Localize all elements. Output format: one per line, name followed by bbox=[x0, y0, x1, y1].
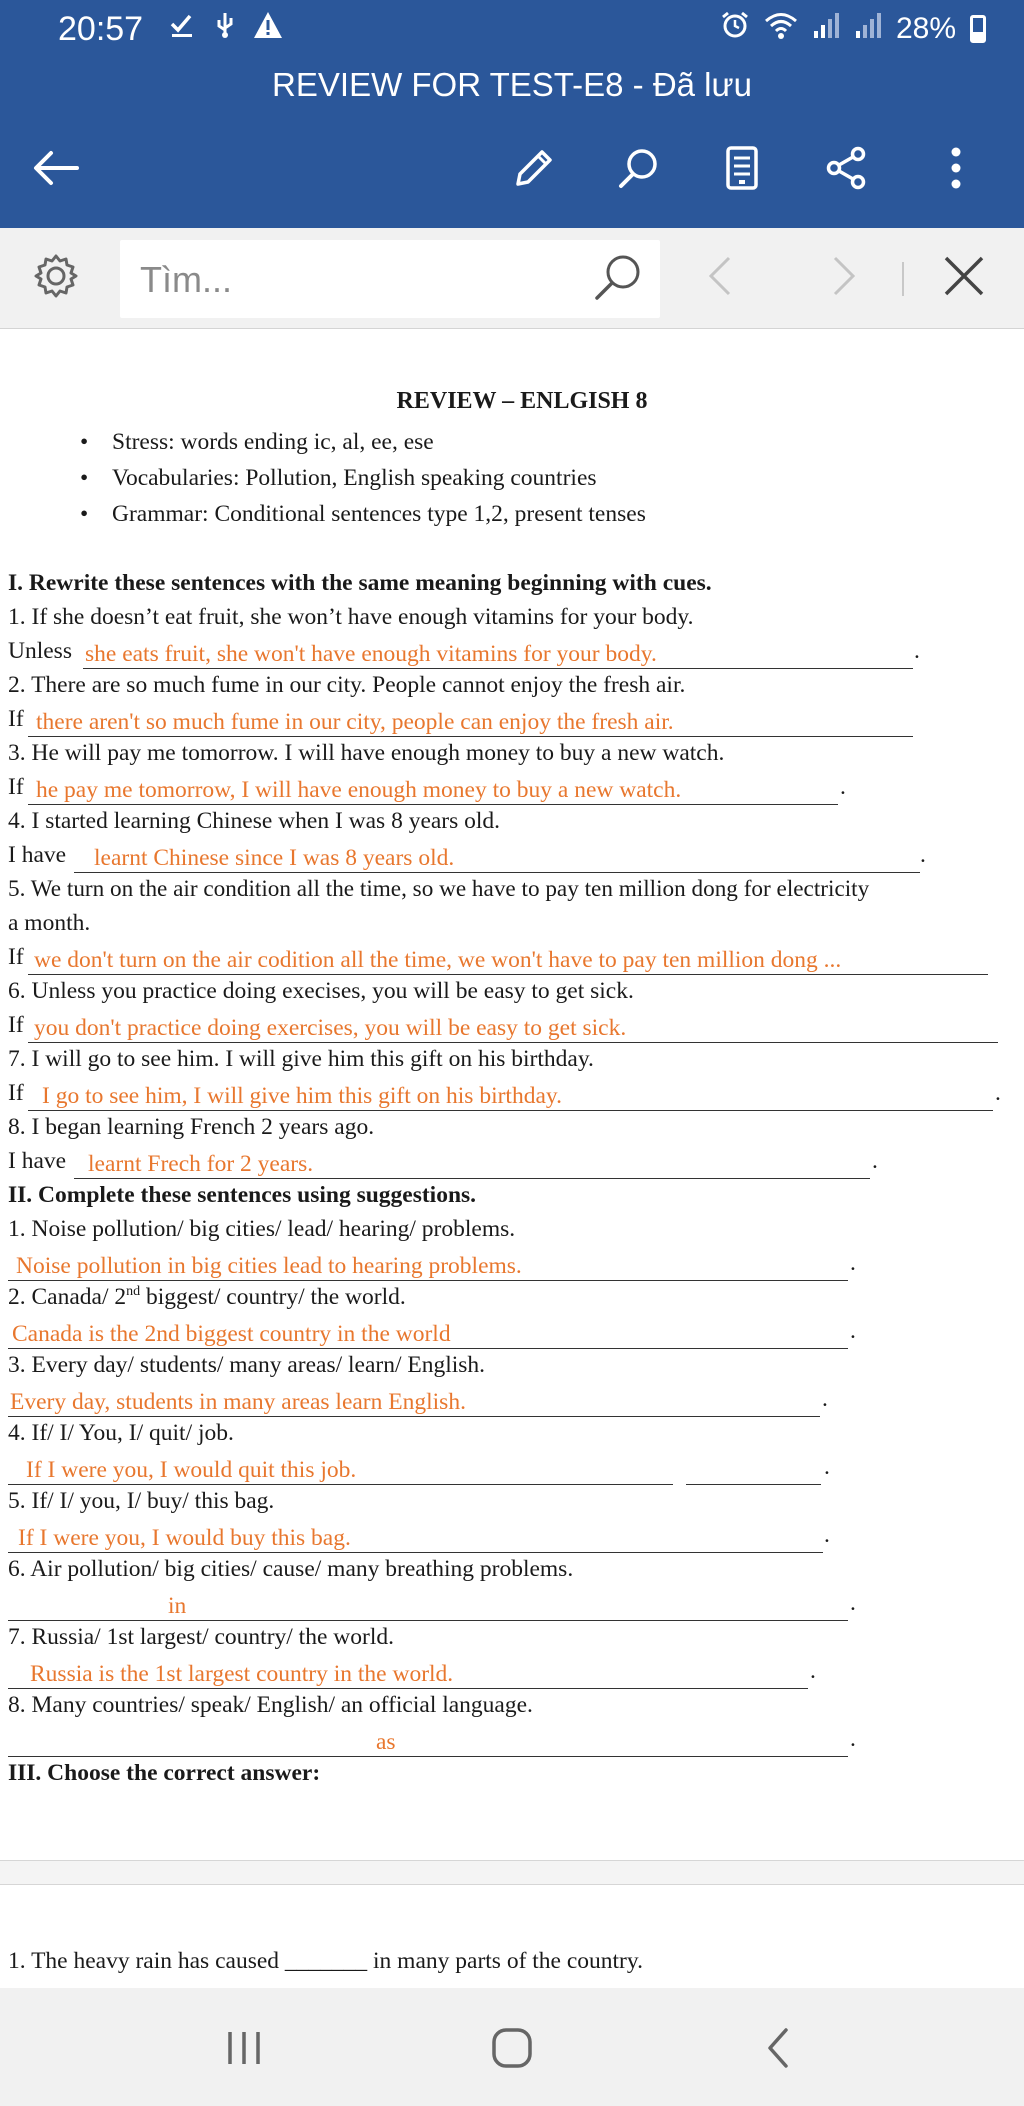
period: . bbox=[810, 1658, 816, 1684]
share-button[interactable] bbox=[814, 138, 878, 202]
find-separator bbox=[902, 262, 904, 296]
more-options-button[interactable] bbox=[924, 138, 988, 202]
answer-prefix: If bbox=[8, 706, 24, 732]
settings-gear-icon bbox=[31, 251, 81, 306]
question-5: 5. If/ I/ you, I/ buy/ this bag. bbox=[8, 1488, 275, 1514]
topic-list bbox=[80, 424, 646, 532]
status-right bbox=[720, 10, 986, 48]
answer-text: If I were you, I would quit this job. bbox=[26, 1457, 357, 1483]
answer-blank-4[interactable] bbox=[8, 1450, 673, 1485]
answer-row-6 bbox=[8, 1008, 1003, 1042]
system-nav-bar bbox=[0, 1988, 1024, 2106]
find-input[interactable] bbox=[138, 254, 582, 306]
next-icon bbox=[829, 254, 859, 303]
recent-apps-button[interactable] bbox=[204, 2010, 284, 2090]
answer-blank-8[interactable] bbox=[74, 1144, 870, 1179]
wifi-icon bbox=[764, 10, 798, 48]
home-button[interactable] bbox=[472, 2010, 552, 2090]
question-2-end: biggest/ country/ the world. bbox=[140, 1284, 406, 1310]
period: . bbox=[850, 1726, 856, 1752]
answer-row-3 bbox=[8, 1382, 848, 1416]
section-3-title: III. Choose the correct answer: bbox=[8, 1760, 321, 1786]
answer-row-8 bbox=[8, 1722, 868, 1756]
question-3: 3. Every day/ students/ many areas/ learn/ English. bbox=[8, 1352, 486, 1378]
answer-prefix: Unless bbox=[8, 638, 72, 664]
answer-blank-6[interactable] bbox=[28, 1008, 998, 1043]
answer-blank-6[interactable] bbox=[8, 1586, 848, 1621]
answer-row-4 bbox=[8, 838, 928, 872]
system-back-button[interactable] bbox=[738, 2010, 818, 2090]
answer-text: he pay me tomorrow, I will have enough money to buy a new watch. bbox=[36, 777, 682, 803]
answer-text: we don't turn on the air codition all the time, we won't have to pay ten million dong ... bbox=[34, 947, 842, 973]
answer-blank-2[interactable] bbox=[8, 1314, 848, 1349]
period: . bbox=[840, 774, 846, 800]
question-6: 6. Unless you practice doing execises, you will be easy to get sick. bbox=[8, 978, 634, 1004]
reading-mode-button[interactable] bbox=[710, 138, 774, 202]
answer-blank-1[interactable] bbox=[8, 1246, 848, 1281]
question-3: 3. He will pay me tomorrow. I will have enough money to buy a new watch. bbox=[8, 740, 725, 766]
answer-text: I go to see him, I will give him this gift on his birthday. bbox=[42, 1083, 562, 1109]
search-icon bbox=[590, 250, 646, 311]
answer-blank-2[interactable] bbox=[28, 702, 913, 737]
pencil-icon bbox=[510, 144, 558, 197]
answer-row-5 bbox=[8, 940, 998, 974]
answer-blank-5[interactable] bbox=[8, 1518, 823, 1553]
find-next-button[interactable] bbox=[812, 246, 876, 310]
answer-prefix: If bbox=[8, 774, 24, 800]
find-submit-button[interactable] bbox=[586, 248, 650, 312]
answer-text: Noise pollution in big cities lead to hearing problems. bbox=[16, 1253, 522, 1279]
battery-percent: 28% bbox=[895, 12, 956, 45]
answer-row-7 bbox=[8, 1076, 1008, 1110]
share-icon bbox=[822, 144, 870, 197]
answer-text: in bbox=[168, 1593, 187, 1619]
period: . bbox=[824, 1454, 830, 1480]
question-6: 6. Air pollution/ big cities/ cause/ many breathing problems. bbox=[8, 1556, 574, 1582]
period: . bbox=[920, 842, 926, 868]
toolbar bbox=[0, 138, 1024, 202]
status-time: 20:57 bbox=[58, 10, 144, 48]
period: . bbox=[822, 1386, 828, 1412]
answer-prefix: I have bbox=[8, 842, 67, 868]
recent-apps-icon bbox=[222, 2028, 266, 2073]
answer-blank-3[interactable] bbox=[8, 1382, 820, 1417]
answer-text: she eats fruit, she won't have enough vitamins for your body. bbox=[85, 641, 657, 667]
answer-row-6 bbox=[8, 1586, 868, 1620]
period: . bbox=[850, 1318, 856, 1344]
edit-button[interactable] bbox=[502, 138, 566, 202]
answer-row-2 bbox=[8, 1314, 868, 1348]
signal-icon-1 bbox=[812, 11, 840, 47]
list-item: • Stress: words ending ic, al, ee, ese bbox=[80, 424, 646, 460]
question-7: 7. I will go to see him. I will give him this gift on his birthday. bbox=[8, 1046, 594, 1072]
back-icon bbox=[760, 2024, 796, 2077]
answer-text: learnt Frech for 2 years. bbox=[88, 1151, 314, 1177]
answer-row-1 bbox=[8, 634, 918, 668]
answer-blank-8[interactable] bbox=[8, 1722, 848, 1757]
answer-prefix: If bbox=[8, 944, 24, 970]
answer-text: learnt Chinese since I was 8 years old. bbox=[94, 845, 455, 871]
list-item: • Grammar: Conditional sentences type 1,2, present tenses bbox=[80, 496, 646, 532]
question-8: 8. I began learning French 2 years ago. bbox=[8, 1114, 375, 1140]
page-break-gap bbox=[0, 1861, 1024, 1884]
answer-row-8 bbox=[8, 1144, 898, 1178]
answer-blank-4b[interactable] bbox=[686, 1450, 821, 1485]
period: . bbox=[914, 638, 920, 664]
document-title: REVIEW FOR TEST-E8 - Đã lưu bbox=[272, 66, 752, 103]
answer-text: Every day, students in many areas learn English. bbox=[10, 1389, 466, 1415]
reading-mode-icon bbox=[720, 144, 764, 197]
search-button[interactable] bbox=[606, 138, 670, 202]
warning-icon bbox=[252, 10, 284, 48]
signal-icon-2 bbox=[854, 11, 882, 47]
back-button[interactable] bbox=[24, 138, 88, 202]
back-arrow-icon bbox=[31, 148, 81, 193]
answer-prefix: If bbox=[8, 1080, 24, 1106]
download-done-icon bbox=[168, 10, 198, 48]
previous-icon bbox=[705, 254, 735, 303]
list-item: • Vocabularies: Pollution, English speaking countries bbox=[80, 460, 646, 496]
question-2-start: 2. Canada/ 2 bbox=[8, 1284, 127, 1310]
answer-blank-3[interactable] bbox=[28, 770, 838, 805]
period: . bbox=[850, 1250, 856, 1276]
answer-row-2 bbox=[8, 702, 918, 736]
answer-blank-7[interactable] bbox=[8, 1654, 808, 1689]
answer-row-4 bbox=[8, 1450, 848, 1484]
period: . bbox=[995, 1080, 1001, 1106]
answer-text: there aren't so much fume in our city, people can enjoy the fresh air. bbox=[36, 709, 674, 735]
answer-blank-7[interactable] bbox=[28, 1076, 993, 1111]
question-1: 1. If she doesn’t eat fruit, she won’t have enough vitamins for your body. bbox=[8, 604, 694, 630]
ordinal-suffix: nd bbox=[126, 1284, 141, 1300]
question-2 bbox=[8, 1280, 406, 1314]
status-bar bbox=[0, 0, 1024, 60]
answer-prefix: If bbox=[8, 1012, 24, 1038]
period: . bbox=[872, 1148, 878, 1174]
question-5-line-2: a month. bbox=[8, 910, 91, 936]
period: . bbox=[824, 1522, 830, 1548]
find-field bbox=[120, 240, 660, 318]
notification-icons bbox=[168, 10, 284, 48]
question-8: 8. Many countries/ speak/ English/ an official language. bbox=[8, 1692, 533, 1718]
answer-row-1 bbox=[8, 1246, 868, 1280]
section-3-question-1: 1. The heavy rain has caused _______ in many parts of the country. bbox=[8, 1948, 643, 1974]
document-heading: REVIEW – ENLGISH 8 bbox=[396, 388, 648, 414]
answer-text: Russia is the 1st largest country in the world. bbox=[30, 1661, 454, 1687]
section-1-title: I. Rewrite these sentences with the same meaning beginning with cues. bbox=[8, 570, 712, 596]
alarm-icon bbox=[720, 10, 750, 48]
answer-text: as bbox=[376, 1729, 396, 1755]
answer-blank-4[interactable] bbox=[74, 838, 920, 873]
answer-row-7 bbox=[8, 1654, 828, 1688]
find-settings-button[interactable] bbox=[28, 250, 84, 306]
answer-blank-1[interactable] bbox=[83, 634, 913, 669]
period: . bbox=[850, 1590, 856, 1616]
app-header bbox=[0, 0, 1024, 228]
search-icon bbox=[614, 144, 662, 197]
question-7: 7. Russia/ 1st largest/ country/ the world. bbox=[8, 1624, 394, 1650]
answer-row-5 bbox=[8, 1518, 848, 1552]
question-2: 2. There are so much fume in our city. People cannot enjoy the fresh air. bbox=[8, 672, 686, 698]
answer-row-3 bbox=[8, 770, 858, 804]
section-2-title: II. Complete these sentences using suggestions. bbox=[8, 1182, 477, 1208]
find-bar bbox=[0, 228, 1024, 329]
answer-text: Canada is the 2nd biggest country in the world bbox=[12, 1321, 451, 1347]
close-icon bbox=[942, 254, 986, 303]
question-4: 4. If/ I/ You, I/ quit/ job. bbox=[8, 1420, 234, 1446]
page-break-line bbox=[0, 1884, 1024, 1885]
find-previous-button[interactable] bbox=[688, 246, 752, 310]
answer-blank-5[interactable] bbox=[28, 940, 988, 975]
question-4: 4. I started learning Chinese when I was 8 years old. bbox=[8, 808, 501, 834]
answer-text: you don't practice doing exercises, you will be easy to get sick. bbox=[34, 1015, 627, 1041]
question-5-line-1: 5. We turn on the air condition all the time, so we have to pay ten million dong for electricity bbox=[8, 876, 870, 902]
find-close-button[interactable] bbox=[932, 246, 996, 310]
answer-text: If I were you, I would buy this bag. bbox=[18, 1525, 351, 1551]
usb-icon bbox=[210, 10, 240, 48]
battery-icon bbox=[970, 15, 986, 43]
answer-prefix: I have bbox=[8, 1148, 67, 1174]
question-1: 1. Noise pollution/ big cities/ lead/ hearing/ problems. bbox=[8, 1216, 516, 1242]
more-vert-icon bbox=[946, 144, 966, 197]
home-icon bbox=[488, 2024, 536, 2077]
